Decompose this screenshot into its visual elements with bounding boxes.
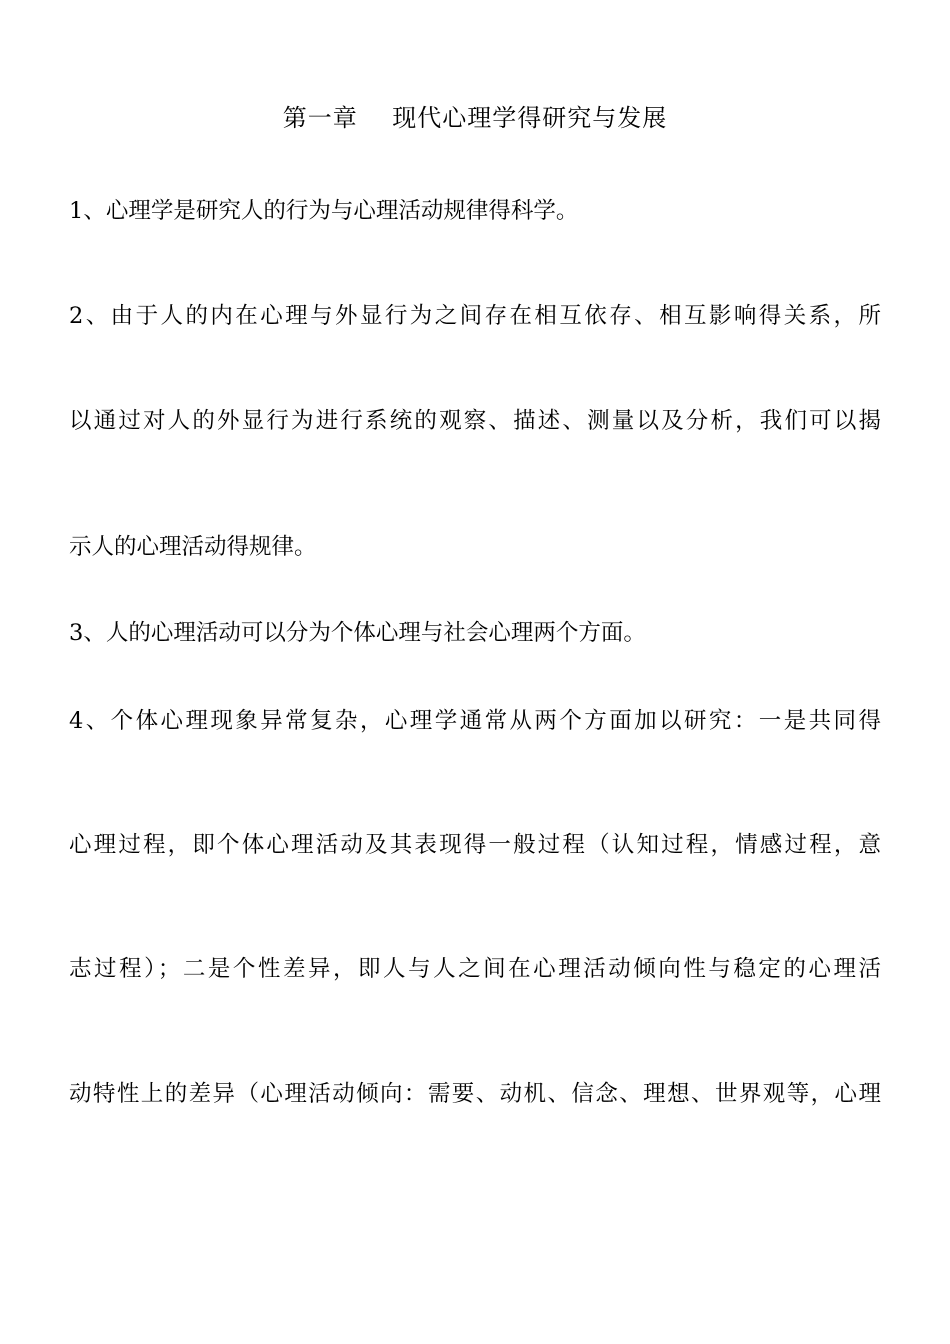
- paragraph-4-line-4: 动特性上的差异（心理活动倾向：需要、动机、信念、理想、世界观等，心理: [69, 1081, 881, 1107]
- paragraph-4-line-2: 心理过程，即个体心理活动及其表现得一般过程（认知过程，情感过程，意: [69, 832, 881, 858]
- paragraph-3-line-1: 3、人的心理活动可以分为个体心理与社会心理两个方面。: [69, 620, 646, 646]
- chapter-title: 第一章 现代心理学得研究与发展: [282, 104, 668, 132]
- paragraph-2-line-3: 示人的心理活动得规律。: [69, 534, 317, 560]
- paragraph-2-line-1: 2、由于人的内在心理与外显行为之间存在相互依存、相互影响得关系，所: [69, 303, 881, 329]
- paragraph-4-line-3: 志过程）；二是个性差异，即人与人之间在心理活动倾向性与稳定的心理活: [69, 956, 881, 982]
- paragraph-4-line-1: 4、个体心理现象异常复杂，心理学通常从两个方面加以研究：一是共同得: [69, 708, 881, 734]
- paragraph-2-line-2: 以通过对人的外显行为进行系统的观察、描述、测量以及分析，我们可以揭: [69, 408, 881, 434]
- paragraph-1-line-1: 1、心理学是研究人的行为与心理活动规律得科学。: [69, 198, 579, 224]
